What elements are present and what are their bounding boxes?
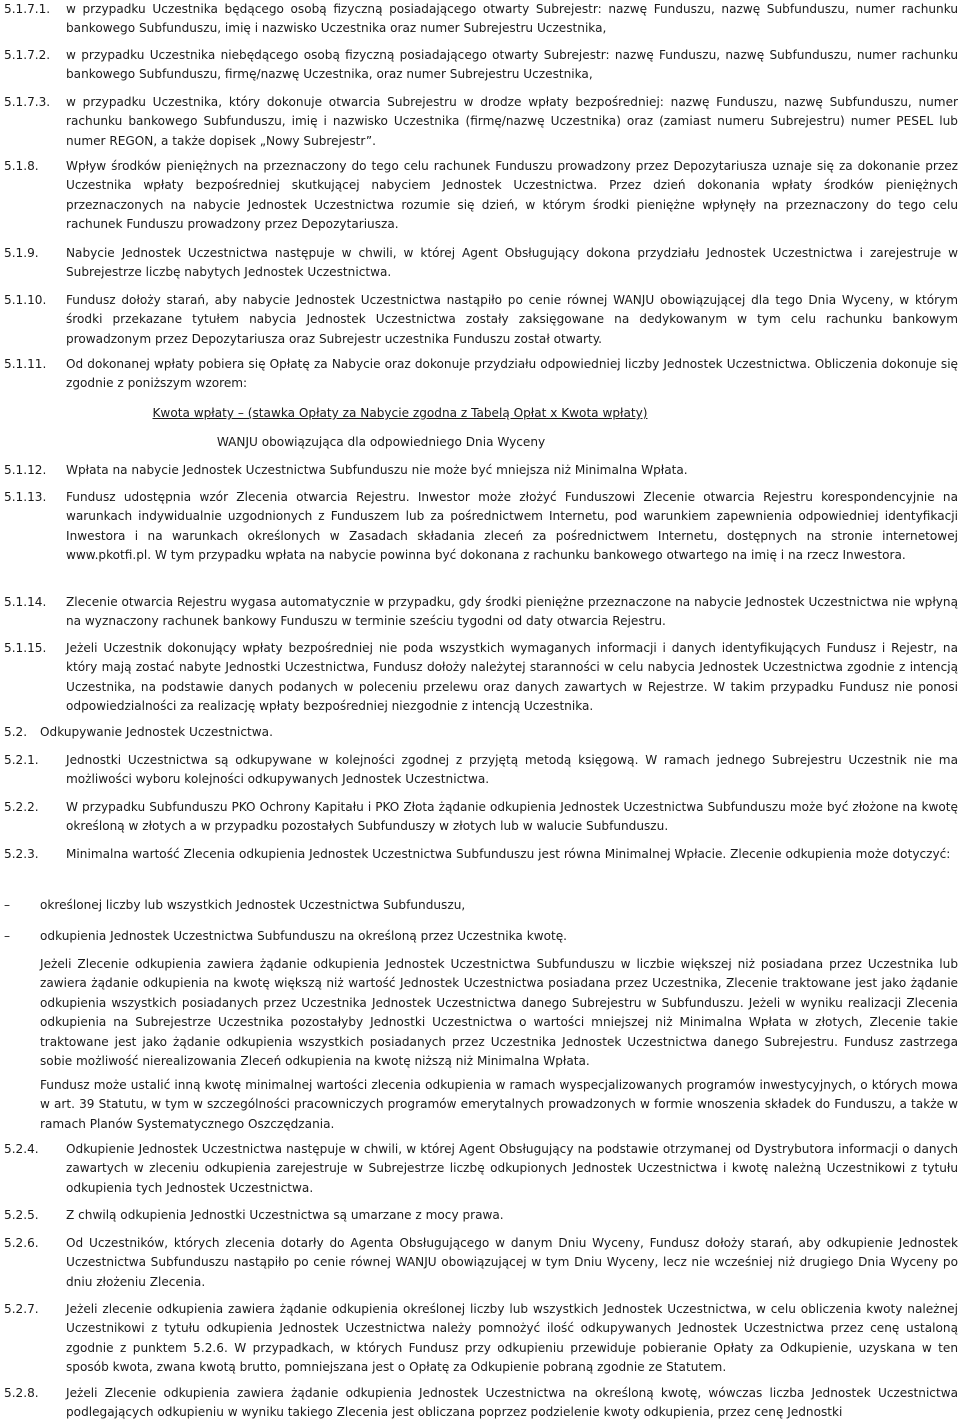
- item-number: 5.2.6.: [4, 1236, 39, 1250]
- item-number: 5.2.1.: [4, 753, 39, 767]
- item-text: w przypadku Uczestnika, który dokonuje otwarcia Subrejestru w drodze wpłaty bezpośredniej: nazwę Funduszu, nazwę Subfunduszu, numer rachunku bankowego Subfunduszu, imię i nazwisko Uczestnika (firmę/nazwę Uczestnika) oraz (zamiast numeru Subrejestru) numer PESEL lub numer REGON, a także dopisek „Nowy Subrejestr”.: [66, 95, 958, 148]
- item-text: Od Uczestników, których zlecenia dotarły do Agenta Obsługującego w danym Dniu Wyceny, Fundusz dołoży starań, aby odkupienie Jednostek Uczestnictwa Subfunduszu nastąpiło po cenie równej WANJU obowiązującej w tym Dniu Wyceny, lecz nie wcześniej niż drugiego Dnia Wyceny po dniu złożeniu Zlecenia.: [66, 1236, 958, 1289]
- item-number: 5.1.7.3.: [4, 95, 51, 109]
- item-text: Fundusz udostępnia wzór Zlecenia otwarcia Rejestru. Inwestor może złożyć Funduszowi Zlecenie otwarcia Rejestru korespondencyjnie na warunkach indywidualnie uzgodnionych z Funduszem lub za pośrednictwem Internetu, pod warunkiem zapewnienia odpowiedniej identyfikacji Inwestora i na warunkach określonych w Zasadach składania zleceń za pośrednictwem Internetu, dostępnych na stronie internetowej www.pkotfi.pl. W tym przypadku wpłata na nabycie powinna być dokonana z rachunku bankowego otwartego na imię i na rzecz Inwestora.: [66, 490, 958, 563]
- paragraph-text: Fundusz może ustalić inną kwotę minimalnej wartości zlecenia odkupienia w ramach wyspecjalizowanych programów inwestycyjnych, o których mowa w art. 39 Statutu, w tym w szczególności pracowniczych programów emerytalnych prowadzonych w formie wnoszenia składek do Funduszu, a także w ramach Planów Systematycznego Oszczędzania.: [40, 1078, 958, 1131]
- item-number: 5.1.12.: [4, 463, 47, 477]
- item-number: 5.1.7.2.: [4, 48, 51, 62]
- item-number: 5.1.8.: [4, 159, 39, 173]
- item-text: Odkupienie Jednostek Uczestnictwa następuje w chwili, w której Agent Obsługujący na podstawie otrzymanej od Dystrybutora informacji o danych zawartych w zleceniu odkupienia zarejestruje w Subrejestrze liczbę odkupionych Jednostek Uczestnictwa i kwotę należną Uczestnikowi z tytułu odkupienia tych Jednostek Uczestnictwa.: [66, 1142, 958, 1195]
- item-text: Od dokonanej wpłaty pobiera się Opłatę za Nabycie oraz dokonuje przydziału odpowiedniej liczby Jednostek Uczestnictwa. Obliczenia dokonuje się zgodnie z poniższym wzorem:: [66, 357, 958, 391]
- item-text: Jeżeli Uczestnik dokonujący wpłaty bezpośredniej nie poda wszystkich wymaganych informacji i danych identyfikujących Fundusz i Rejestr, na który mają zostać nabyte Jednostki Uczestnictwa, Fundusz dołoży należytej staranności w celu nabycia Jednostek Uczestnictwa zgodnie z intencją Uczestnika, na podstawie danych podanych w poleceniu przelewu oraz danych zawartych w Rejestrze. W takim przypadku Fundusz nie ponosi odpowiedzialności za realizację wpłaty bezpośredniej niezgodnie z intencją Uczestnika.: [66, 641, 958, 714]
- item-number: 5.2.3.: [4, 847, 39, 861]
- paragraph-text: Jeżeli Zlecenie odkupienia zawiera żądanie odkupienia Jednostek Uczestnictwa Subfunduszu w liczbie większej niż posiadana przez Uczestnika lub zawiera żądanie odkupienia na kwotę większą niż wartość Jednostek Uczestnictwa posiadana przez Uczestnika, Zlecenie traktowane jest jako żądanie odkupienia wszystkich posiadanych przez Uczestnika Jednostek Uczestnictwa danego Subrejestru w Subfunduszu. Jeżeli w wyniku realizacji Zlecenia odkupienia na Subrejestrze Uczestnika pozostałyby Jednostki Uczestnictwa o wartości mniejszej niż Minimalna Wpłata w złotych, Zlecenie takie traktowane jest jako żądanie odkupienia wszystkich posiadanych przez Uczestnika Jednostek Uczestnictwa danego Subrejestru. Fundusz zastrzega sobie możliwość nierealizowania Zleceń odkupienia na kwotę niższą niż Minimalna Wpłata.: [40, 957, 958, 1069]
- section-title: Odkupywanie Jednostek Uczestnictwa.: [40, 725, 273, 739]
- item-text: Fundusz dołoży starań, aby nabycie Jednostek Uczestnictwa nastąpiło po cenie równej WANJU obowiązującej dla tego Dnia Wyceny, w którym środki przekazane tytułem nabycia Jednostek Uczestnictwa zostały zaksięgowane na dedykowanym w tym celu rachunku bankowym prowadzonym przez Depozytariusza oraz Subrejestr uczestnika Funduszu został otwarty.: [66, 293, 958, 346]
- item-number: 5.1.7.1.: [4, 2, 51, 16]
- item-number: 5.2.5.: [4, 1208, 39, 1222]
- item-number: 5.1.9.: [4, 246, 39, 260]
- item-number: 5.1.14.: [4, 595, 47, 609]
- item-text: Jeżeli Zlecenie odkupienia zawiera żądanie odkupienia Jednostek Uczestnictwa na określoną kwotę, wówczas liczba Jednostek Uczestnictwa podlegających odkupieniu w wyniku takiego Zlecenia jest obliczana poprzez podzielenie kwoty odkupienia, przez cenę Jednostki: [66, 1386, 958, 1420]
- item-number: 5.2.8.: [4, 1386, 39, 1400]
- item-text: w przypadku Uczestnika będącego osobą fizyczną posiadającego otwarty Subrejestr: nazwę Funduszu, nazwę Subfunduszu, numer rachunku bankowego Subfunduszu, imię i nazwisko Uczestnika oraz numer Subrejestru Uczestnika,: [66, 2, 958, 36]
- item-text: Jednostki Uczestnictwa są odkupywane w kolejności zgodnej z przyjętą metodą księgową. W ramach jednego Subrejestru Uczestnik nie ma możliwości wyboru kolejności odkupywanych Jednostek Uczestnictwa.: [66, 753, 958, 787]
- section-number: 5.2.: [4, 725, 28, 739]
- dash-marker: –: [4, 898, 11, 912]
- dash-item-text: określonej liczby lub wszystkich Jednostek Uczestnictwa Subfunduszu,: [40, 898, 466, 912]
- item-text: Z chwilą odkupienia Jednostki Uczestnictwa są umarzane z mocy prawa.: [66, 1208, 504, 1222]
- item-number: 5.1.13.: [4, 490, 47, 504]
- item-text: Zlecenie otwarcia Rejestru wygasa automatycznie w przypadku, gdy środki pieniężne przeznaczone na nabycie Jednostek Uczestnictwa nie wpłyną na wyznaczony rachunek bankowy Funduszu w terminie sześciu tygodni od daty otwarcia Rejestru.: [66, 595, 958, 629]
- dash-item-text: odkupienia Jednostek Uczestnictwa Subfunduszu na określoną przez Uczestnika kwotę.: [40, 929, 568, 943]
- item-text: Wpłata na nabycie Jednostek Uczestnictwa Subfunduszu nie może być mniejsza niż Minimalna Wpłata.: [66, 463, 688, 477]
- item-text: W przypadku Subfunduszu PKO Ochrony Kapitału i PKO Złota żądanie odkupienia Jednostek Uczestnictwa Subfunduszu może być złożone na kwotę określoną w złotych a w przypadku pozostałych Subfunduszy w złotych lub w walucie Subfunduszu.: [66, 800, 958, 834]
- item-number: 5.1.11.: [4, 357, 47, 371]
- formula-numerator: Kwota wpłaty – (stawka Opłaty za Nabycie zgodna z Tabelą Opłat x Kwota wpłaty): [152, 406, 648, 420]
- item-number: 5.1.15.: [4, 641, 47, 655]
- item-text: Minimalna wartość Zlecenia odkupienia Jednostek Uczestnictwa Subfunduszu jest równa Minimalnej Wpłacie. Zlecenie odkupienia może dotyczyć:: [66, 847, 951, 861]
- formula-denominator: WANJU obowiązująca dla odpowiedniego Dnia Wyceny: [216, 435, 546, 449]
- item-text: Nabycie Jednostek Uczestnictwa następuje w chwili, w której Agent Obsługujący dokona przydziału Jednostek Uczestnictwa i zarejestruje w Subrejestrze liczbę nabytych Jednostek Uczestnictwa.: [66, 246, 958, 280]
- item-text: Wpływ środków pieniężnych na przeznaczony do tego celu rachunek Funduszu prowadzony przez Depozytariusza uznaje się za dokonanie przez Uczestnika wpłaty bezpośredniej skutkującej nabyciem Jednostek Uczestnictwa. Przez dzień dokonania wpłaty środków pieniężnych przeznaczonych na nabycie Jednostek Uczestnictwa rozumie się dzień, w którym środki pieniężne wpłynęły na przeznaczony do tego celu rachunek Funduszu prowadzony przez Depozytariusza.: [66, 159, 958, 232]
- item-number: 5.2.4.: [4, 1142, 39, 1156]
- item-number: 5.2.2.: [4, 800, 39, 814]
- dash-marker: –: [4, 929, 11, 943]
- item-text: w przypadku Uczestnika niebędącego osobą fizyczną posiadającego otwarty Subrejestr: nazwę Funduszu, nazwę Subfunduszu, numer rachunku bankowego Subfunduszu, firmę/nazwę Uczestnika, oraz numer Subrejestru Uczestnika,: [66, 48, 958, 82]
- item-text: Jeżeli zlecenie odkupienia zawiera żądanie odkupienia określonej liczby lub wszystkich Jednostek Uczestnictwa, w celu obliczenia kwoty należnej Uczestnikowi z tytułu odkupienia Jednostek Uczestnictwa należy pomnożyć ilość odkupywanych Jednostek Uczestnictwa przez cenę ustaloną zgodnie z punktem 5.2.6. W przypadkach, w których Fundusz przy odkupieniu przewiduje pobieranie Opłaty za Odkupienie, uzyskana w ten sposób kwota, zwana kwotą brutto, pomniejszana jest o Opłatę za Odkupienie pobraną zgodnie ze Statutem.: [66, 1302, 958, 1375]
- item-number: 5.1.10.: [4, 293, 47, 307]
- item-number: 5.2.7.: [4, 1302, 39, 1316]
